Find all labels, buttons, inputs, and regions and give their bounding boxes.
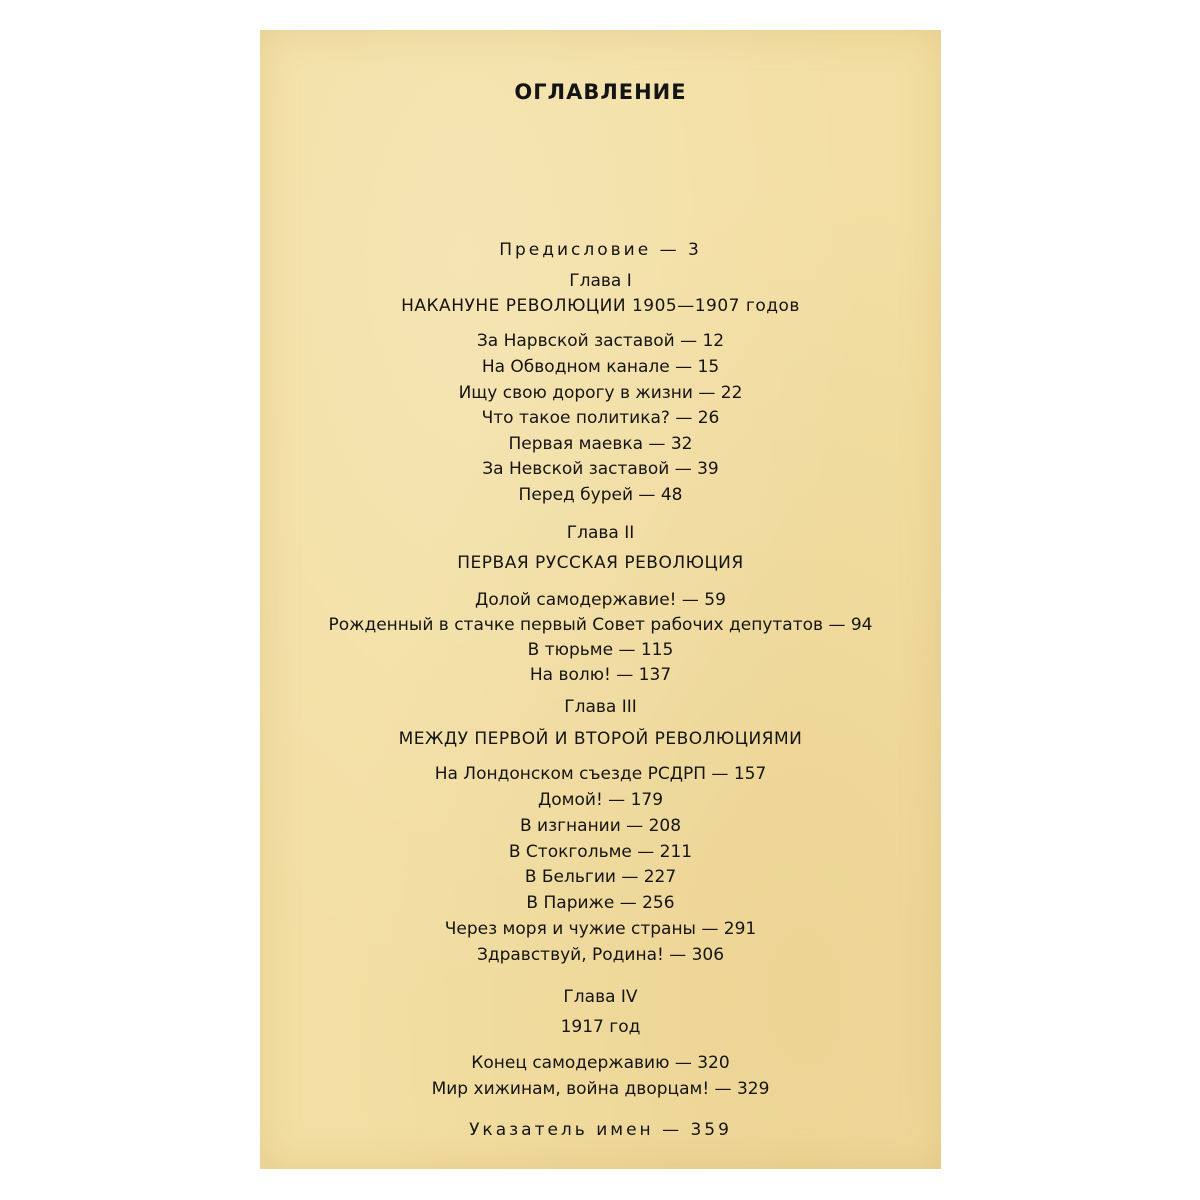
preface-entry: Предисловие — 3 (499, 240, 702, 260)
toc-entry: Здравствуй, Родина! — 306 (476, 945, 725, 965)
chapter-3-label: Глава III (564, 697, 637, 717)
toc-entry: В Париже — 256 (526, 893, 675, 913)
toc-entry: Мир хижинам, война дворцам! — 329 (431, 1079, 770, 1099)
chapter-2-label: Глава II (566, 523, 635, 543)
toc-entry: В Бельгии — 227 (524, 867, 677, 887)
page-title: ОГЛАВЛЕНИЕ (514, 80, 687, 104)
chapter-1-label: Глава I (569, 271, 632, 291)
toc-entry: За Невской заставой — 39 (482, 459, 719, 479)
book-page (260, 30, 941, 1169)
toc-entry: В изгнании — 208 (519, 816, 682, 836)
toc-entry: Что такое политика? — 26 (481, 408, 720, 428)
toc-entry: Долой самодержавие! — 59 (475, 590, 726, 610)
chapter-3-title: МЕЖДУ ПЕРВОЙ И ВТОРОЙ РЕВОЛЮЦИЯМИ (398, 729, 803, 749)
chapter-4-title: 1917 год (560, 1017, 641, 1037)
toc-entry: В Стокгольме — 211 (508, 842, 693, 862)
toc-entry: На Лондонском съезде РСДРП — 157 (434, 764, 767, 784)
toc-entry: Рожденный в стачке первый Совет рабочих депутатов — 94 (328, 615, 873, 635)
toc-entry: Конец самодержавию — 320 (471, 1053, 730, 1073)
toc-entry: Ищу свою дорогу в жизни — 22 (458, 383, 743, 403)
toc-entry: На волю! — 137 (529, 665, 672, 685)
toc-entry: Домой! — 179 (537, 790, 664, 810)
chapter-1-title: НАКАНУНЕ РЕВОЛЮЦИИ 1905—1907 годов (401, 296, 800, 316)
toc-entry: За Нарвской заставой — 12 (476, 331, 725, 351)
chapter-4-label: Глава IV (563, 987, 638, 1007)
chapter-2-title: ПЕРВАЯ РУССКАЯ РЕВОЛЮЦИЯ (457, 553, 744, 573)
toc-entry: Перед бурей — 48 (518, 485, 683, 505)
toc-entry: Через моря и чужие страны — 291 (444, 919, 757, 939)
toc-entry: Первая маевка — 32 (508, 434, 693, 454)
toc-entry: На Обводном канале — 15 (481, 357, 720, 377)
index-entry: Указатель имен — 359 (469, 1120, 732, 1140)
toc-entry: В тюрьме — 115 (527, 640, 674, 660)
